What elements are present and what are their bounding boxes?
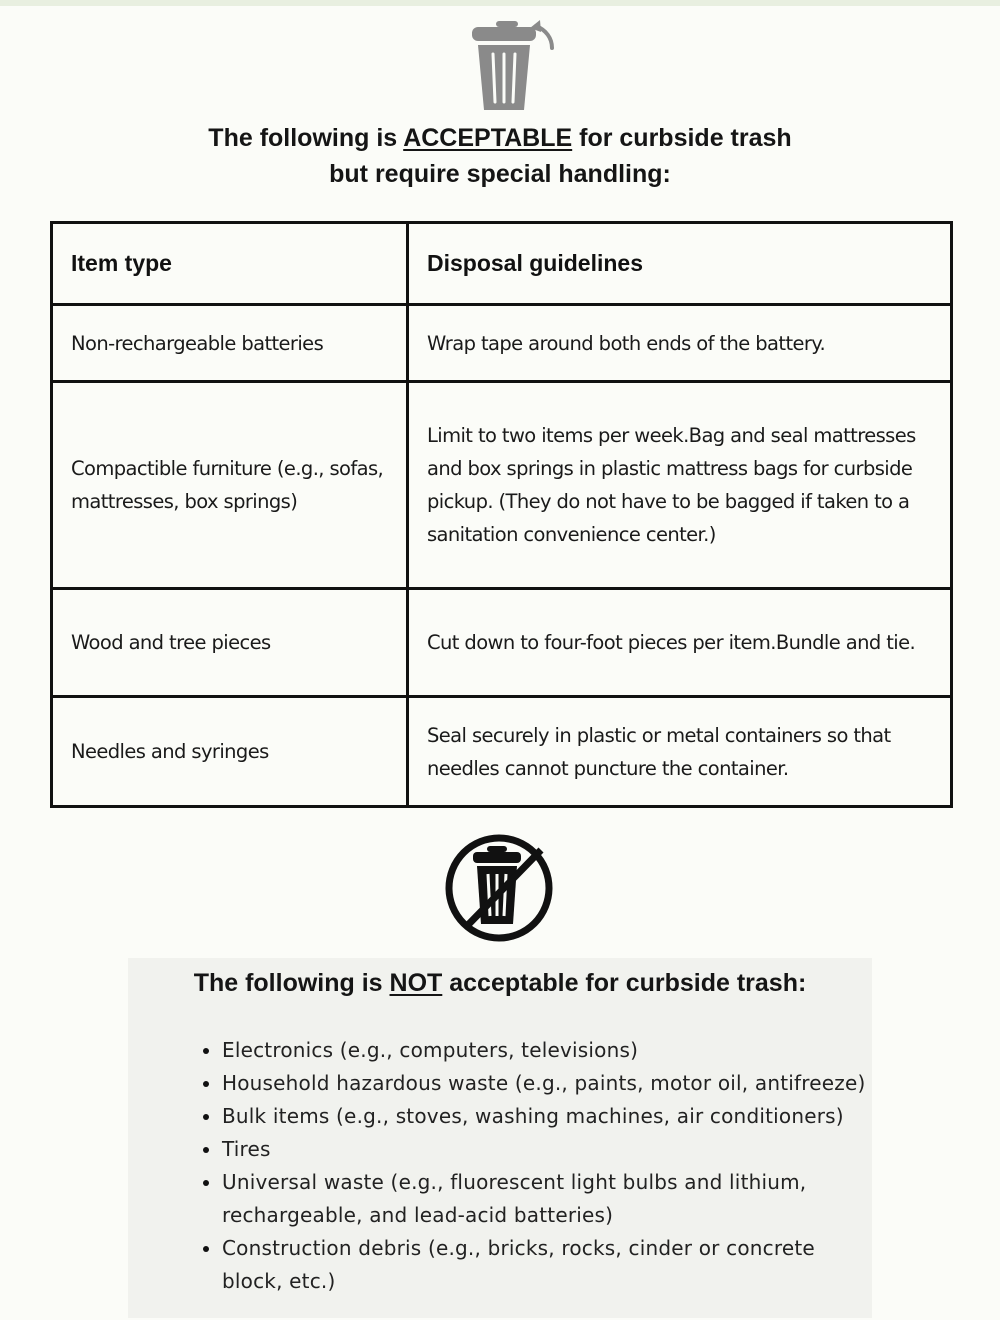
guideline-cell: Wrap tape around both ends of the battery. <box>408 305 952 382</box>
column-header-disposal-guidelines: Disposal guidelines <box>408 223 952 305</box>
no-trash-icon <box>443 832 555 944</box>
item-type-cell: Wood and tree pieces <box>52 589 408 697</box>
list-item: • Tires <box>222 1133 882 1166</box>
not-acceptable-heading <box>128 966 872 1000</box>
item-type-cell: Compactible furniture (e.g., sofas, mattresses, box springs) <box>52 382 408 589</box>
table-row <box>52 697 952 807</box>
list-item: • Electronics (e.g., computers, televisions) <box>222 1034 882 1067</box>
acceptable-heading-part2: for curbside trash <box>572 124 792 152</box>
column-header-item-type: Item type <box>52 223 408 305</box>
not-acceptable-heading-part2: acceptable for curbside trash: <box>442 969 807 997</box>
acceptable-heading-line2: but require special handling: <box>329 160 671 188</box>
guideline-cell: Limit to two items per week.Bag and seal mattresses and box springs in plastic mattress bags for curbside pickup. (They do not have to be bagged if taken to a sanitation convenience center.) <box>408 382 952 589</box>
table-row <box>52 382 952 589</box>
acceptable-heading-emphasis: ACCEPTABLE <box>403 124 573 152</box>
item-type-cell: Needles and syringes <box>52 697 408 807</box>
top-accent-strip <box>0 0 1000 6</box>
not-acceptable-heading-emphasis: NOT <box>389 969 443 997</box>
list-item: • Bulk items (e.g., stoves, washing machines, air conditioners) <box>222 1100 882 1133</box>
not-acceptable-list <box>194 1034 882 1298</box>
table-header-row <box>52 223 952 305</box>
disposal-guidelines-table <box>50 221 953 808</box>
list-item: • Construction debris (e.g., bricks, rocks, cinder or concrete block, etc.) <box>222 1232 882 1298</box>
not-acceptable-panel <box>128 958 872 1318</box>
item-type-cell: Non-rechargeable batteries <box>52 305 408 382</box>
list-item: • Household hazardous waste (e.g., paints, motor oil, antifreeze) <box>222 1067 882 1100</box>
acceptable-heading-part1: The following is <box>208 124 404 152</box>
guideline-cell: Cut down to four-foot pieces per item.Bundle and tie. <box>408 589 952 697</box>
acceptable-heading <box>0 120 1000 192</box>
not-acceptable-heading-part1: The following is <box>193 969 390 997</box>
trash-can-icon <box>466 18 558 114</box>
table-row <box>52 305 952 382</box>
list-item: • Universal waste (e.g., fluorescent light bulbs and lithium, rechargeable, and lead-acid batteries) <box>222 1166 882 1232</box>
guideline-cell: Seal securely in plastic or metal containers so that needles cannot puncture the container. <box>408 697 952 807</box>
table-row <box>52 589 952 697</box>
